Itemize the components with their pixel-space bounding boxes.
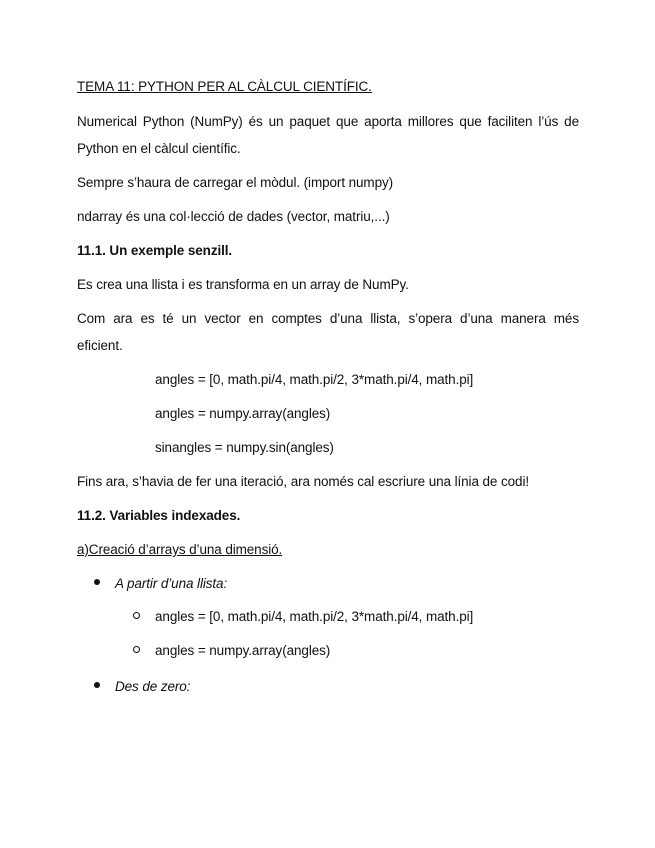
subsection-heading-a: a)Creació d’arrays d’una dimensió. [77, 542, 283, 557]
import-note: Sempre s’haura de carregar el mòdul. (import numpy) [77, 175, 394, 190]
section-heading-11-2: 11.2. Variables indexades. [77, 508, 241, 523]
sub-bullet-code-2: angles = numpy.array(angles) [155, 643, 331, 658]
bullet-item-from-scratch: Des de zero: [115, 679, 191, 694]
section-11-1-paragraph-3: Fins ara, s’havia de fer una iteració, ara només cal escriure una línia de codi! [77, 474, 529, 489]
bullet-circle-icon [133, 612, 140, 619]
section-11-1-paragraph-2-line-1: Com ara es té un vector en comptes d’una llista, s’opera d’una manera més [77, 311, 579, 326]
intro-paragraph-line-1: Numerical Python (NumPy) és un paquet que aporta millores que faciliten l’ús de [77, 114, 579, 129]
intro-paragraph-line-2: Python en el càlcul científic. [77, 141, 241, 156]
bullet-dot-icon [94, 579, 100, 585]
ndarray-definition: ndarray és una col·lecció de dades (vector, matriu,...) [77, 209, 390, 224]
sub-bullet-code-1: angles = [0, math.pi/4, math.pi/2, 3*math.pi/4, math.pi] [155, 609, 474, 624]
code-line-2: angles = numpy.array(angles) [155, 406, 331, 421]
code-line-1: angles = [0, math.pi/4, math.pi/2, 3*math.pi/4, math.pi] [155, 372, 474, 387]
page-title: TEMA 11: PYTHON PER AL CÀLCUL CIENTÍFIC. [77, 79, 372, 94]
code-line-3: sinangles = numpy.sin(angles) [155, 440, 334, 455]
bullet-circle-icon [133, 646, 140, 653]
section-11-1-paragraph-2-line-2: eficient. [77, 338, 123, 353]
section-heading-11-1: 11.1. Un exemple senzill. [77, 243, 233, 258]
bullet-item-from-list: A partir d’una llista: [115, 576, 228, 591]
bullet-dot-icon [94, 682, 100, 688]
section-11-1-paragraph-1: Es crea una llista i es transforma en un array de NumPy. [77, 277, 409, 292]
